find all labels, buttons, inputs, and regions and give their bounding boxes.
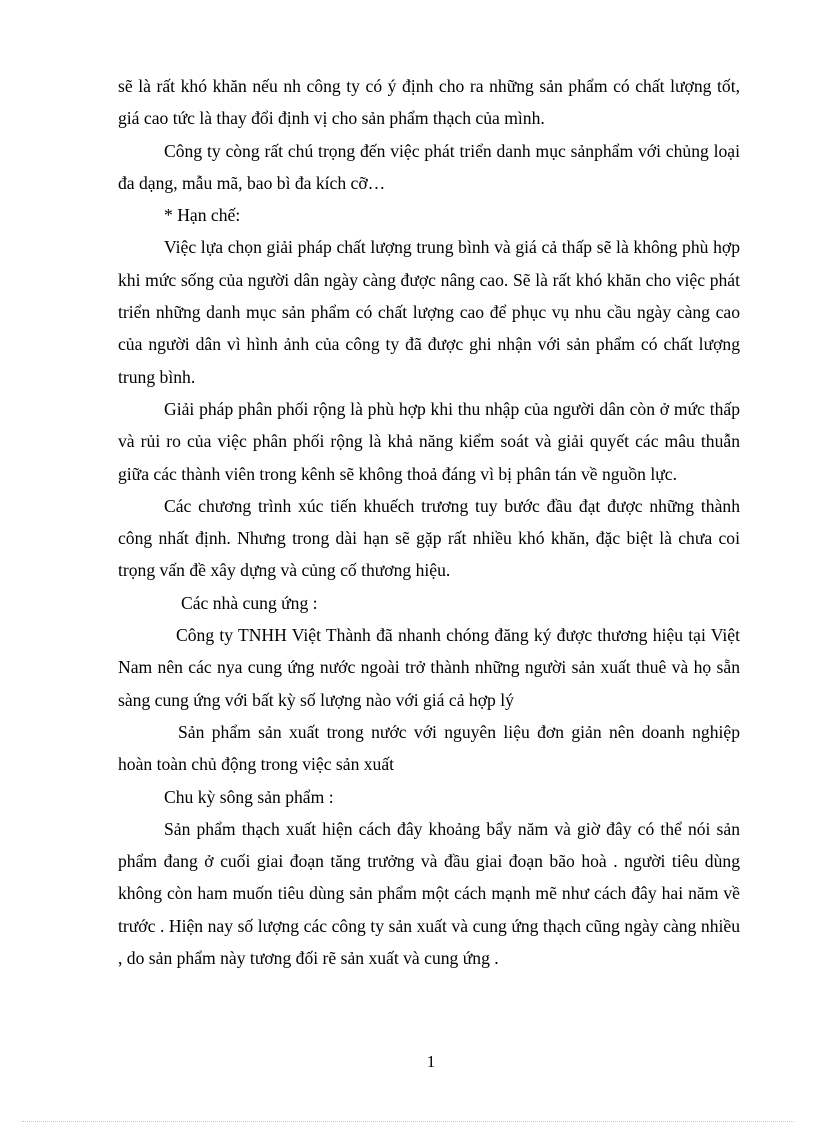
document-body (118, 70, 740, 974)
paragraph-product-portfolio: Công ty còng rất chú trọng đến việc phát triển danh mục sảnphẩm với chủng loại đa dạng, mẫu mã, bao bì đa kích cỡ… (118, 140, 740, 193)
heading-product-life-cycle: Chu kỳ sông sản phẩm : (164, 786, 334, 807)
page-number: 1 (426, 1052, 436, 1071)
paragraph-continuation: sẽ là rất khó khăn nếu nh công ty có ý định cho ra những sản phẩm có chất lượng tốt, giá cao tức là thay đổi định vị cho sản phẩm thạch của mình. (118, 76, 740, 129)
page-bottom-divider (22, 1121, 794, 1122)
heading-limitations: * Hạn chế: (164, 205, 241, 226)
paragraph-promotion: Các chương trình xúc tiến khuếch trương tuy bước đầu đạt được những thành công nhất định. Nhưng trong dài hạn sẽ gặp rất nhiều khó khăn, đặc biệt là chưa coi trọng vấn đề xây dựng và củng cố thương hiệu. (118, 495, 740, 581)
paragraph-distribution: Giải pháp phân phối rộng là phù hợp khi thu nhập của người dân còn ở mức thấp và rủi ro của việc phân phối rộng là khả năng kiểm soát và giải quyết các mâu thuẫn giữa các thành viên trong kênh sẽ không thoả đáng vì bị phân tán về nguồn lực. (118, 398, 740, 484)
heading-suppliers: Các nhà cung ứng : (181, 592, 318, 613)
paragraph-quality-price: Việc lựa chọn giải pháp chất lượng trung bình và giá cả thấp sẽ là không phù hợp khi mức sống của người dân ngày càng được nâng cao. Sẽ là rất khó khăn cho việc phát triển những danh mục sản phẩm có chất lượng cao để phục vụ nhu cầu ngày càng cao của người dân vì hình ảnh của công ty đã được ghi nhận với sản phẩm có chất lượng trung bình. (118, 237, 740, 387)
paragraph-viet-thanh: Công ty TNHH Việt Thành đã nhanh chóng đăng ký được thương hiệu tại Việt Nam nên các nya cung ứng nước ngoài trở thành những người sản xuất thuê và họ sẵn sàng cung ứng với bất kỳ số lượng nào với giá cả hợp lý (118, 625, 740, 710)
paragraph-life-cycle-stage: Sản phẩm thạch xuất hiện cách đây khoảng bẩy năm và giờ đây có thể nói sản phẩm đang ở cuối giai đoạn tăng trưởng và đầu giai đoạn bão hoà . người tiêu dùng không còn ham muốn tiêu dùng sản phẩm một cách mạnh mẽ như cách đây hai năm về trước . Hiện nay số lượng các công ty sản xuất và cung ứng thạch cũng ngày càng nhiều , do sản phẩm này tương đối rẽ sản xuất và cung ứng . (118, 818, 740, 969)
paragraph-domestic-production: Sản phẩm sản xuất trong nước với nguyên liệu đơn giản nên doanh nghiệp hoàn toàn chủ động trong việc sản xuất (118, 721, 740, 775)
